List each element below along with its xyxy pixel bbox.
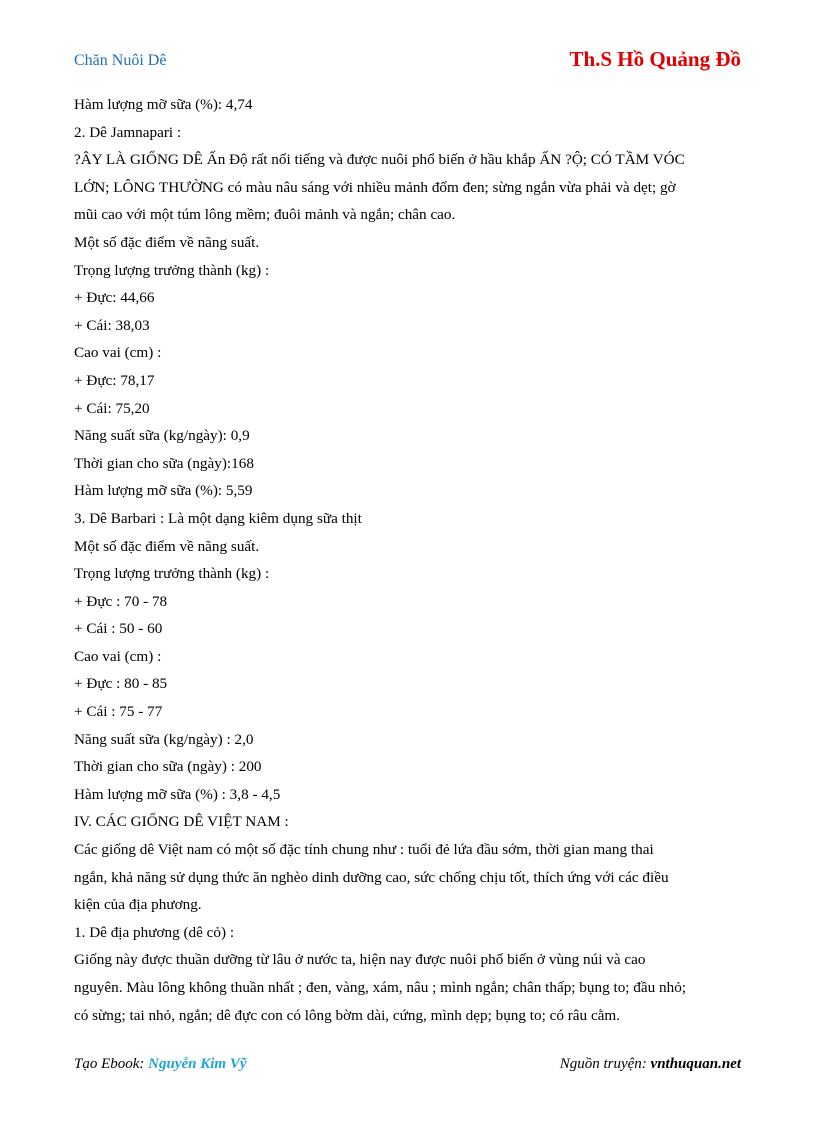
body-line: có sừng; tai nhỏ, ngắn; dê đực con có lông bờm dài, cứng, mình dẹp; bụng to; có râu cằm. [74, 1006, 621, 1024]
body-line: + Đực: 44,66 [74, 289, 155, 307]
header-title: Chăn Nuôi Dê [74, 52, 167, 69]
body-line: Một số đặc điểm về năng suất. [74, 537, 260, 555]
body-line: Thời gian cho sữa (ngày):168 [74, 454, 254, 472]
body-line: Một số đặc điểm về năng suất. [74, 233, 260, 251]
footer-source-site: vnthuquan.net [650, 1056, 741, 1072]
body-line: Hàm lượng mỡ sữa (%): 4,74 [74, 96, 253, 113]
body-line: nguyên. Màu lông không thuần nhất ; đen, vàng, xám, nâu ; mình ngắn; chân thấp; bụng to; đầu nhỏ; [74, 979, 687, 996]
body-line: Các giống dê Việt nam có một số đặc tính chung như : tuổi đẻ lứa đầu sớm, thời gian mang thai [74, 841, 654, 859]
body-line: ?ÂY LÀ GIỐNG DÊ Ấn Độ rất nổi tiếng và được nuôi phổ biến ở hầu khắp ẤN ?Ộ; CÓ TẦM VÓC [74, 151, 685, 169]
body-line: 1. Dê địa phương (dê cỏ) : [74, 923, 235, 941]
footer-ebook-label: Tạo Ebook [74, 1056, 140, 1072]
footer-source-credit [560, 1056, 741, 1073]
header-author: Th.S Hồ Quảng Đồ [569, 47, 741, 71]
footer-ebook-credit [74, 1056, 247, 1073]
body-line: + Đực : 70 - 78 [74, 592, 168, 610]
body-line: 3. Dê Barbari : Là một dạng kiêm dụng sữa thịt [74, 509, 362, 527]
footer-ebook-author: Nguyễn Kim Vỹ [148, 1056, 247, 1072]
body-line: Hàm lượng mỡ sữa (%) : 3,8 - 4,5 [74, 785, 281, 803]
body-line: mũi cao với một túm lông mềm; đuôi mảnh và ngắn; chân cao. [74, 206, 456, 224]
body-line: + Cái: 75,20 [74, 399, 150, 417]
footer-separator: : [641, 1056, 651, 1072]
body-line: Cao vai (cm) : [74, 344, 162, 362]
footer-separator: : [139, 1056, 149, 1072]
body-line: ngắn, khả năng sử dụng thức ăn nghèo dinh dưỡng cao, sức chống chịu tốt, thích ứng với các điều [74, 868, 669, 886]
body-line: Năng suất sữa (kg/ngày): 0,9 [74, 427, 250, 445]
body-line: Cao vai (cm) : [74, 647, 162, 665]
body-line: + Đực : 80 - 85 [74, 675, 168, 693]
body-line: LỚN; LÔNG THƯỜNG có màu nâu sáng với nhiều mảnh đốm đen; sừng ngắn vừa phải và dẹt; gờ [74, 178, 676, 196]
body-line: + Cái : 75 - 77 [74, 703, 163, 721]
body-line: kiện của địa phương. [74, 896, 202, 914]
body-line: Hàm lượng mỡ sữa (%): 5,59 [74, 482, 253, 500]
body-line: Thời gian cho sữa (ngày) : 200 [74, 758, 262, 776]
body-line: + Đực: 78,17 [74, 371, 155, 389]
body-line: + Cái: 38,03 [74, 316, 150, 334]
body-line: + Cái : 50 - 60 [74, 620, 163, 638]
body-line: 2. Dê Jamnapari : [74, 123, 182, 141]
body-line: IV. CÁC GIỐNG DÊ VIỆT NAM : [74, 813, 289, 831]
body-line: Giống này được thuần dưỡng từ lâu ở nước ta, hiện nay được nuôi phổ biến ở vùng núi và cao [74, 951, 646, 969]
footer-source-label: Nguồn truyện [559, 1056, 642, 1072]
body-line: Trọng lượng trưởng thành (kg) : [74, 565, 270, 583]
body-line: Trọng lượng trưởng thành (kg) : [74, 261, 270, 279]
body-line: Năng suất sữa (kg/ngày) : 2,0 [74, 730, 254, 748]
document-body [74, 91, 746, 1029]
